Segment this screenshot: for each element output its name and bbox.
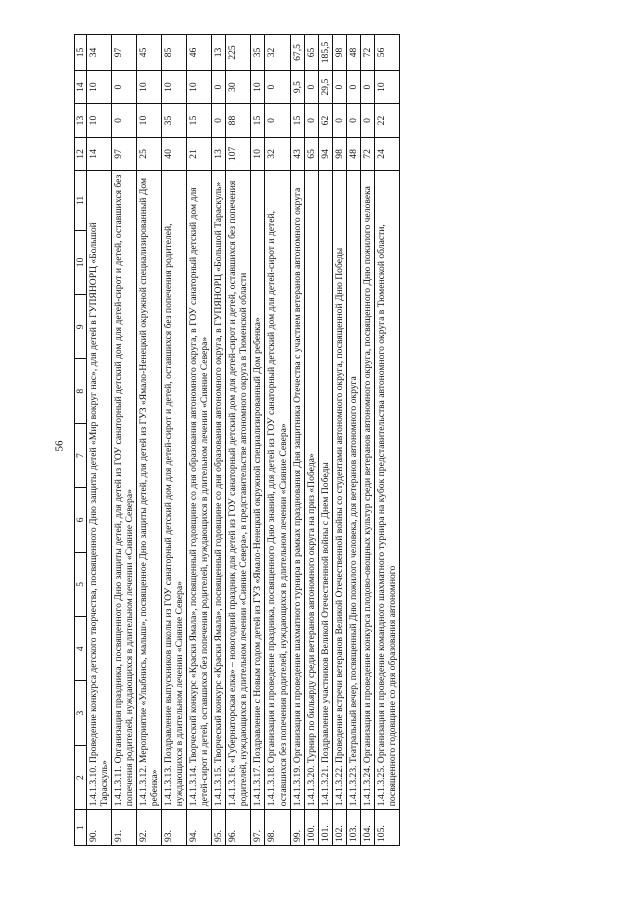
header-cell: 8 — [75, 359, 87, 423]
header-cell: 15 — [75, 35, 87, 71]
header-cell: 13 — [75, 104, 87, 137]
value-col-14: 0 — [112, 70, 137, 103]
value-col-15: 45 — [137, 35, 162, 71]
value-col-12: 94 — [318, 137, 332, 170]
header-cell: 6 — [75, 488, 87, 552]
value-col-15: 97 — [112, 35, 137, 71]
value-col-15: 48 — [346, 35, 360, 71]
value-col-15: 185,5 — [318, 35, 332, 71]
row-number: 100. — [304, 810, 318, 846]
header-cell: 10 — [75, 230, 87, 294]
value-col-12: 48 — [346, 137, 360, 170]
value-col-15: 65 — [304, 35, 318, 71]
value-col-14: 0 — [332, 70, 346, 103]
header-cell: 11 — [75, 171, 87, 231]
value-col-13: 10 — [87, 104, 112, 137]
header-cell: 7 — [75, 423, 87, 487]
row-number: 104. — [360, 810, 374, 846]
table-row — [290, 35, 304, 846]
header-cell: 4 — [75, 617, 87, 681]
value-col-15: 85 — [162, 35, 187, 71]
value-col-15: 98 — [332, 35, 346, 71]
value-col-15: 46 — [187, 35, 212, 71]
value-col-15: 13 — [212, 35, 226, 71]
event-description: 1.4.1.3.24. Организация и проведение конкурса плодово-овощных культур среди ветеранов автономного округа, посвященного Дню пожилого человека — [360, 171, 374, 810]
value-col-14: 10 — [87, 70, 112, 103]
event-description: 1.4.1.3.19. Организация и проведение шахматного турнира в рамках празднования Дня защитника Отечества с участием ветеранов автономного округа — [290, 171, 304, 810]
table-row — [265, 35, 290, 846]
row-number: 91. — [112, 810, 137, 846]
value-col-12: 72 — [360, 137, 374, 170]
value-col-14: 10 — [137, 70, 162, 103]
event-description: 1.4.1.3.25. Организация и проведение командного шахматного турнира на кубок представительства автономного округа в Тюменской области, посвященного годовщине со дня образования автономного — [374, 171, 399, 810]
value-col-12: 40 — [162, 137, 187, 170]
value-col-14: 10 — [162, 70, 187, 103]
row-number: 98. — [265, 810, 290, 846]
table-row — [212, 35, 226, 846]
row-number: 92. — [137, 810, 162, 846]
value-col-14: 10 — [187, 70, 212, 103]
row-number: 93. — [162, 810, 187, 846]
value-col-13: 0 — [360, 104, 374, 137]
table-row — [226, 35, 251, 846]
value-col-13: 10 — [137, 104, 162, 137]
row-number: 97. — [251, 810, 265, 846]
event-description: 1.4.1.3.16. «Губернаторская елка» – новогодний праздник для детей из ГОУ санаторный детский дом для детей-сирот и детей, оставшихся без попечения родителей, нуждающихся в длительном лечении «Сияние Севера», в представительстве автономного округа в Тюменской области — [226, 171, 251, 810]
value-col-13: 0 — [346, 104, 360, 137]
value-col-14: 10 — [251, 70, 265, 103]
header-cell: 5 — [75, 552, 87, 616]
table-row — [318, 35, 332, 846]
value-col-13: 22 — [374, 104, 399, 137]
event-description: 1.4.1.3.10. Проведение конкурса детского творчества, посвященного Дню защиты детей «Мир вокруг нас», для детей в ГУПЯНОРЦ «Большой Тараскуль» — [87, 171, 112, 810]
value-col-14: 0 — [304, 70, 318, 103]
value-col-12: 98 — [332, 137, 346, 170]
table-row — [251, 35, 265, 846]
value-col-13: 35 — [162, 104, 187, 137]
header-row — [75, 35, 87, 846]
value-col-14: 30 — [226, 70, 251, 103]
row-number: 96. — [226, 810, 251, 846]
row-number: 103. — [346, 810, 360, 846]
value-col-12: 24 — [374, 137, 399, 170]
value-col-15: 56 — [374, 35, 399, 71]
value-col-14: 10 — [374, 70, 399, 103]
value-col-12: 43 — [290, 137, 304, 170]
value-col-13: 0 — [112, 104, 137, 137]
value-col-15: 72 — [360, 35, 374, 71]
event-description: 1.4.1.3.13. Поздравление выпускников школы из ГОУ санаторный детский дом для детей-сирот и детей, оставшихся без попечения родителей, нуждающихся в длительном лечении «Сияние Севера» — [162, 171, 187, 810]
header-cell: 1 — [75, 810, 87, 846]
value-col-13: 0 — [212, 104, 226, 137]
value-col-14: 0 — [360, 70, 374, 103]
header-cell: 12 — [75, 137, 87, 170]
event-description: 1.4.1.3.18. Организация и проведение праздника, посвященного Дню знаний, для детей из ГОУ санаторный детский дом для детей-сирот и детей, оставшихся без попечения родителей, нуждающихся в длительном лечении «Сияние Севера» — [265, 171, 290, 810]
event-description: 1.4.1.3.15. Творческий конкурс «Краски Ямала», посвященный годовщине со дня образования автономного округа, в ГУПЯНОРЦ «Большой Тараскуль» — [212, 171, 226, 810]
value-col-13: 0 — [304, 104, 318, 137]
value-col-14: 0 — [265, 70, 290, 103]
table-row — [87, 35, 112, 846]
event-description: 1.4.1.3.14. Творческий конкурс «Краски Ямала», посвященный годовщине со дня образования автономного округа, в ГОУ санаторный детский дом для детей-сирот и детей, оставшихся без попечения родителей, нуждающихся в длительном лечении «Сияние Севера» — [187, 171, 212, 810]
table-row — [162, 35, 187, 846]
value-col-14: 0 — [212, 70, 226, 103]
value-col-12: 32 — [265, 137, 290, 170]
row-number: 99. — [290, 810, 304, 846]
value-col-12: 25 — [137, 137, 162, 170]
value-col-14: 0 — [346, 70, 360, 103]
value-col-13: 0 — [332, 104, 346, 137]
value-col-13: 88 — [226, 104, 251, 137]
row-number: 94. — [187, 810, 212, 846]
row-number: 102. — [332, 810, 346, 846]
value-col-12: 10 — [251, 137, 265, 170]
header-cell: 14 — [75, 70, 87, 103]
header-cell: 9 — [75, 295, 87, 359]
budget-table — [74, 34, 400, 846]
table-row — [360, 35, 374, 846]
table-row — [187, 35, 212, 846]
event-description: 1.4.1.3.21. Поздравление участников Великой Отечественной войны с Днем Победы — [318, 171, 332, 810]
page-number: 56 — [53, 440, 66, 452]
event-description: 1.4.1.3.12. Мероприятие «Улыбнись, малыш», посвященное Дню защиты детей, для детей из ГУЗ «Ямало-Ненецкий окружной специализированный Дом ребенка» — [137, 171, 162, 810]
event-description: 1.4.1.3.11. Организация праздника, посвященного Дню защиты детей, для детей из ГОУ санаторный детский дом для детей-сирот и детей, оставшихся без попечения родителей, нуждающихся в длительном лечении «Сияние Севера» — [112, 171, 137, 810]
table-row — [112, 35, 137, 846]
value-col-12: 13 — [212, 137, 226, 170]
event-description: 1.4.1.3.22. Проведение встречи ветеранов Великой Отечественной войны со студентами автономного округа, посвященной Дню Победы — [332, 171, 346, 810]
value-col-13: 0 — [265, 104, 290, 137]
value-col-15: 32 — [265, 35, 290, 71]
value-col-15: 35 — [251, 35, 265, 71]
table-row — [346, 35, 360, 846]
value-col-15: 34 — [87, 35, 112, 71]
table-row — [304, 35, 318, 846]
row-number: 90. — [87, 810, 112, 846]
value-col-15: 225 — [226, 35, 251, 71]
table-row — [137, 35, 162, 846]
value-col-13: 15 — [187, 104, 212, 137]
value-col-12: 14 — [87, 137, 112, 170]
value-col-15: 67,5 — [290, 35, 304, 71]
value-col-13: 62 — [318, 104, 332, 137]
value-col-14: 9,5 — [290, 70, 304, 103]
value-col-13: 15 — [290, 104, 304, 137]
header-cell: 3 — [75, 681, 87, 745]
value-col-13: 15 — [251, 104, 265, 137]
table-row — [374, 35, 399, 846]
value-col-12: 97 — [112, 137, 137, 170]
rotated-page — [74, 34, 606, 846]
value-col-12: 65 — [304, 137, 318, 170]
header-cell: 2 — [75, 745, 87, 809]
event-description: 1.4.1.3.20. Турнир по бильярду среди ветеранов автономного округа на приз «Победа» — [304, 171, 318, 810]
row-number: 95. — [212, 810, 226, 846]
table-row — [332, 35, 346, 846]
event-description: 1.4.1.3.23. Театральный вечер, посвященный Дню пожилого человека, для ветеранов автономного округа — [346, 171, 360, 810]
value-col-12: 107 — [226, 137, 251, 170]
value-col-14: 29,5 — [318, 70, 332, 103]
value-col-12: 21 — [187, 137, 212, 170]
row-number: 101. — [318, 810, 332, 846]
row-number: 105. — [374, 810, 399, 846]
event-description: 1.4.1.3.17. Поздравление с Новым годом детей из ГУЗ «Ямало-Ненецкий окружной специализированный Дом ребенка» — [251, 171, 265, 810]
